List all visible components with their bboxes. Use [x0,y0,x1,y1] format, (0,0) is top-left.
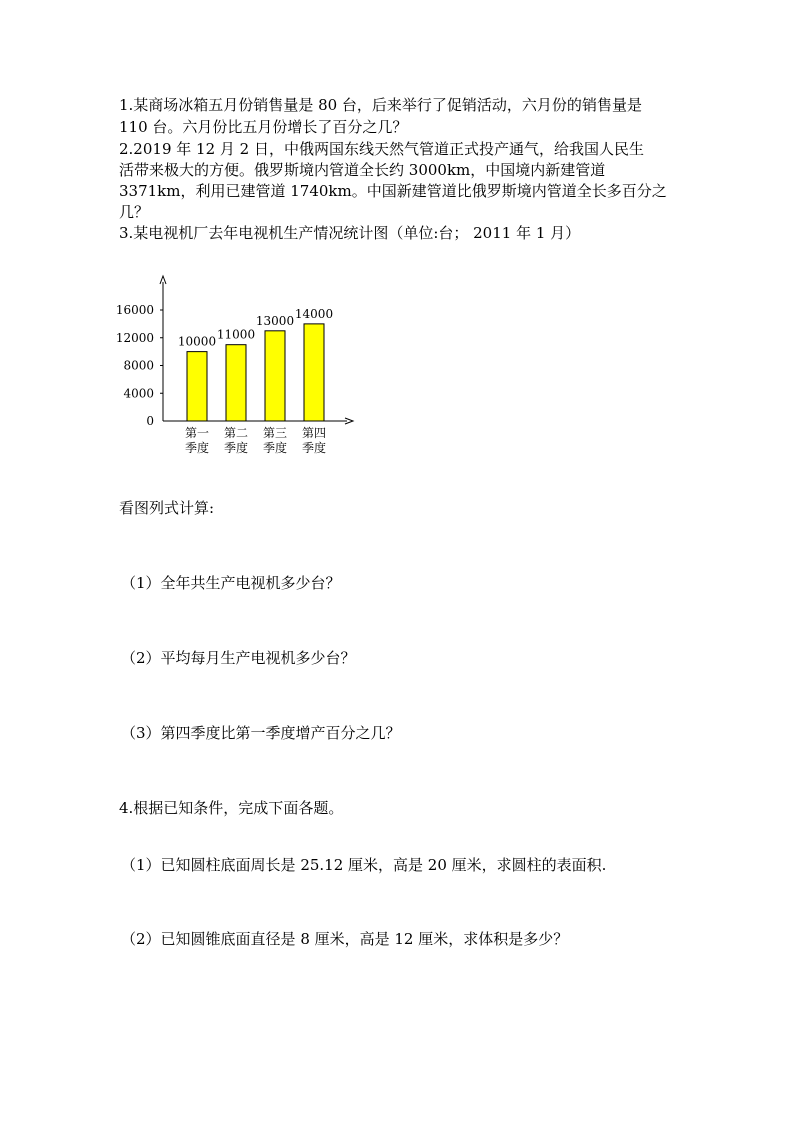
y-tick-label: 4000 [123,386,154,401]
q3-sub-3: （3）第四季度比第一季度增产百分之几？ [121,724,401,742]
data-label: 10000 [177,334,217,349]
x-tick-label: 第三 [262,426,288,440]
x-tick-label: 季度 [301,441,327,455]
x-tick-label: 第四 [301,426,327,440]
bar-chart [115,268,365,463]
data-label: 13000 [255,313,295,328]
bar [304,324,324,421]
data-label: 11000 [216,327,256,342]
q2-line-2: 活带来极大的方便。俄罗斯境内管道全长约 3000km，中国境内新建管道 [119,161,606,179]
q2-line-1: 2.2019 年 12 月 2 日，中俄两国东线天然气管道正式投产通气，给我国人民生 [119,140,644,158]
y-tick-label: 0 [146,414,154,428]
x-tick-label: 季度 [223,441,249,455]
q2-line-3: 3371km，利用已建管道 1740km。中国新建管道比俄罗斯境内管道全长多百分之 [119,182,667,200]
y-tick-label: 8000 [123,358,154,373]
y-tick-label: 16000 [115,303,154,317]
x-tick-label: 季度 [262,441,288,455]
q3-title: 3.某电视机厂去年电视机生产情况统计图（单位:台； 2011 年 1 月） [119,224,581,242]
bar [265,331,285,421]
q2-line-4: 几？ [119,203,150,221]
q3-sub-1: （1）全年共生产电视机多少台？ [121,574,341,592]
x-tick-label: 第一 [184,426,210,440]
q3-sub-2: （2）平均每月生产电视机多少台？ [121,649,356,667]
q4-sub-1: （1）已知圆柱底面周长是 25.12 厘米，高是 20 厘米，求圆柱的表面积. [121,856,607,874]
bar [187,352,207,421]
q1-line-2: 110 台。六月份比五月份增长了百分之几？ [119,118,408,136]
q4-sub-2: （2）已知圆锥底面直径是 8 厘米，高是 12 厘米，求体积是多少？ [121,930,569,948]
q1-line-1: 1.某商场冰箱五月份销售量是 80 台，后来举行了促销活动，六月份的销售量是 [119,96,642,114]
x-tick-label: 季度 [184,441,210,455]
x-tick-label: 第二 [223,426,249,440]
chart-root [116,276,353,455]
y-tick-label: 12000 [115,330,154,345]
q4-title: 4.根据已知条件，完成下面各题。 [119,799,344,817]
data-label: 14000 [294,306,334,321]
q3-instruction: 看图列式计算: [119,499,215,517]
bar [226,345,246,421]
